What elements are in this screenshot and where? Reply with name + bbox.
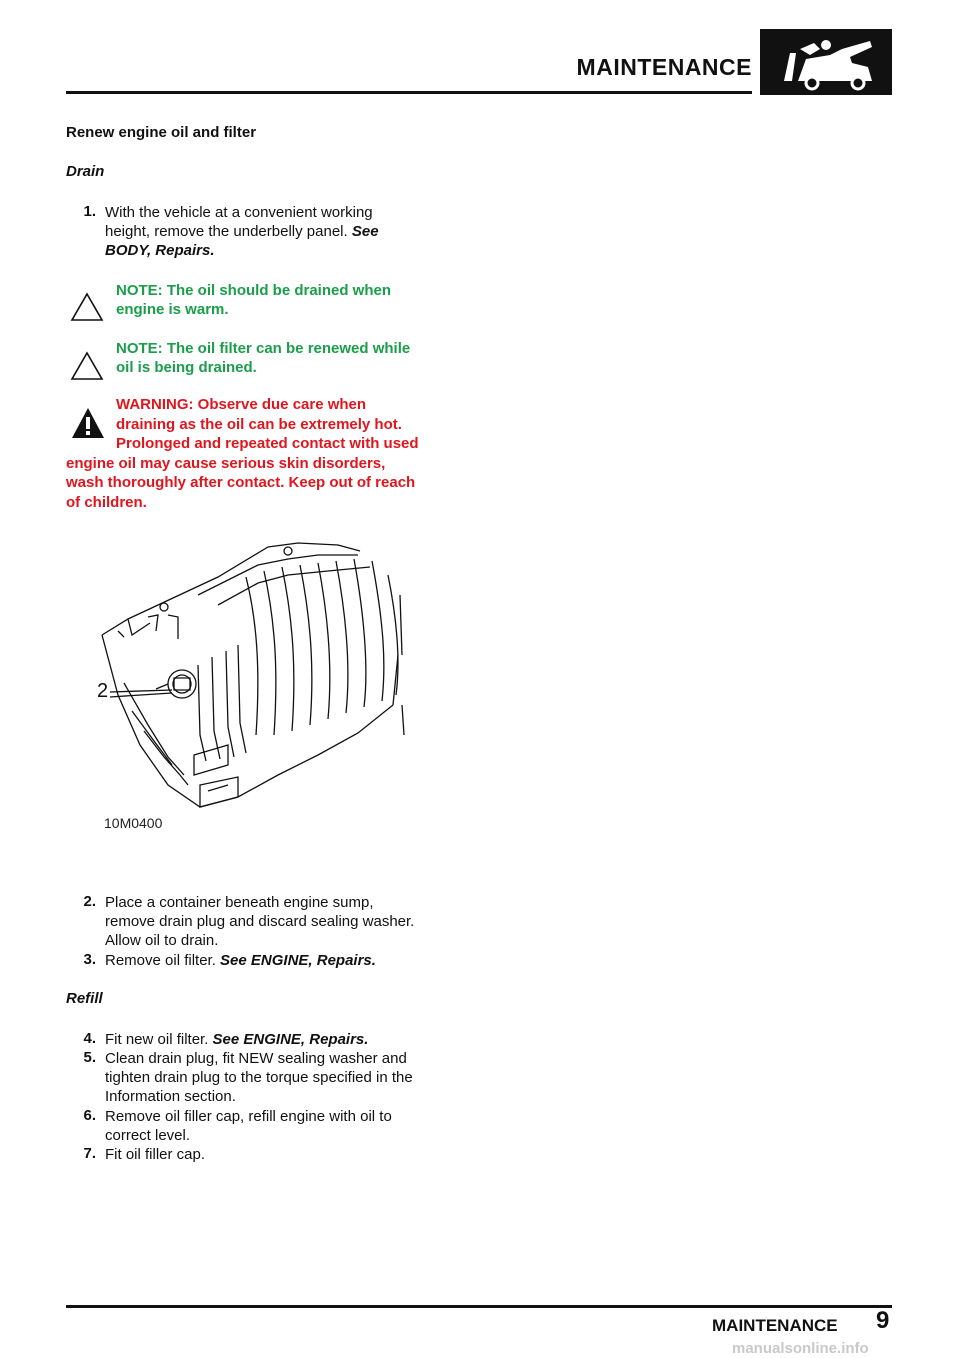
note-icon xyxy=(70,292,104,327)
step-line: remove drain plug and discard sealing washer. xyxy=(105,913,415,930)
header-rule xyxy=(66,91,752,94)
footer-rule xyxy=(66,1305,892,1308)
footer-title: MAINTENANCE xyxy=(712,1316,838,1335)
step-line: correct level. xyxy=(105,1127,191,1144)
watermark: manualsonline.info xyxy=(732,1340,869,1357)
cross-reference: See ENGINE, Repairs. xyxy=(220,952,376,969)
step-line: Information section. xyxy=(105,1088,236,1105)
step-text xyxy=(105,1030,450,1049)
step-line: Fit new oil filter. xyxy=(105,1031,209,1048)
step-number: 7. xyxy=(83,1145,96,1162)
note-line: NOTE: The oil filter can be renewed while xyxy=(116,340,411,357)
step-text xyxy=(105,1107,450,1145)
refill-subheading: Refill xyxy=(66,990,103,1007)
step-line: Allow oil to drain. xyxy=(105,932,219,949)
figure-callout: 2 xyxy=(97,680,109,702)
step-number: 1. xyxy=(83,203,96,220)
engine-sump-illustration xyxy=(88,535,428,845)
step-1-line: height, remove the underbelly panel. xyxy=(105,223,348,240)
cross-reference: See xyxy=(351,223,379,240)
step-line: Clean drain plug, fit NEW sealing washer and xyxy=(105,1050,407,1067)
cross-reference: See ENGINE, Repairs. xyxy=(212,1031,369,1048)
step-text xyxy=(105,893,450,950)
warning-line: WARNING: Observe due care when xyxy=(116,396,367,413)
step-text xyxy=(105,1049,450,1106)
note-line: NOTE: The oil should be drained when xyxy=(116,282,392,299)
drain-subheading: Drain xyxy=(66,163,105,180)
step-text xyxy=(105,203,445,260)
warning-line: draining as the oil can be extremely hot. xyxy=(116,415,402,433)
note-line: oil is being drained. xyxy=(116,359,257,376)
step-number: 5. xyxy=(83,1049,96,1066)
maintenance-logo-icon xyxy=(760,29,892,95)
cross-reference: BODY, Repairs. xyxy=(105,242,215,259)
note-line: engine is warm. xyxy=(116,301,229,318)
step-line: Place a container beneath engine sump, xyxy=(105,894,374,911)
warning-block xyxy=(66,395,451,512)
warning-line: Prolonged and repeated contact with used xyxy=(116,435,419,452)
figure-label: 10M0400 xyxy=(104,815,163,831)
step-line: Fit oil filler cap. xyxy=(105,1146,206,1163)
warning-line: wash thoroughly after contact. Keep out of reach xyxy=(66,474,416,491)
step-number: 4. xyxy=(83,1030,96,1047)
step-text xyxy=(105,951,450,970)
step-line: Remove oil filter. xyxy=(105,952,216,969)
page-header-title: MAINTENANCE xyxy=(576,54,752,80)
page-number: 9 xyxy=(876,1307,890,1334)
step-number: 2. xyxy=(83,893,96,910)
step-1-line: With the vehicle at a convenient working xyxy=(105,204,373,221)
step-line: Remove oil filler cap, refill engine with oil to xyxy=(105,1108,392,1125)
step-number: 6. xyxy=(83,1107,96,1124)
warning-line: of children. xyxy=(66,493,147,511)
step-number: 3. xyxy=(83,951,96,968)
note-icon xyxy=(70,351,104,386)
step-line: tighten drain plug to the torque specified in the xyxy=(105,1069,413,1086)
step-text xyxy=(105,1145,450,1164)
note xyxy=(116,281,446,319)
section-heading: Renew engine oil and filter xyxy=(66,124,257,141)
note xyxy=(116,339,446,377)
warning-line: engine oil may cause serious skin disorders, xyxy=(66,454,386,472)
